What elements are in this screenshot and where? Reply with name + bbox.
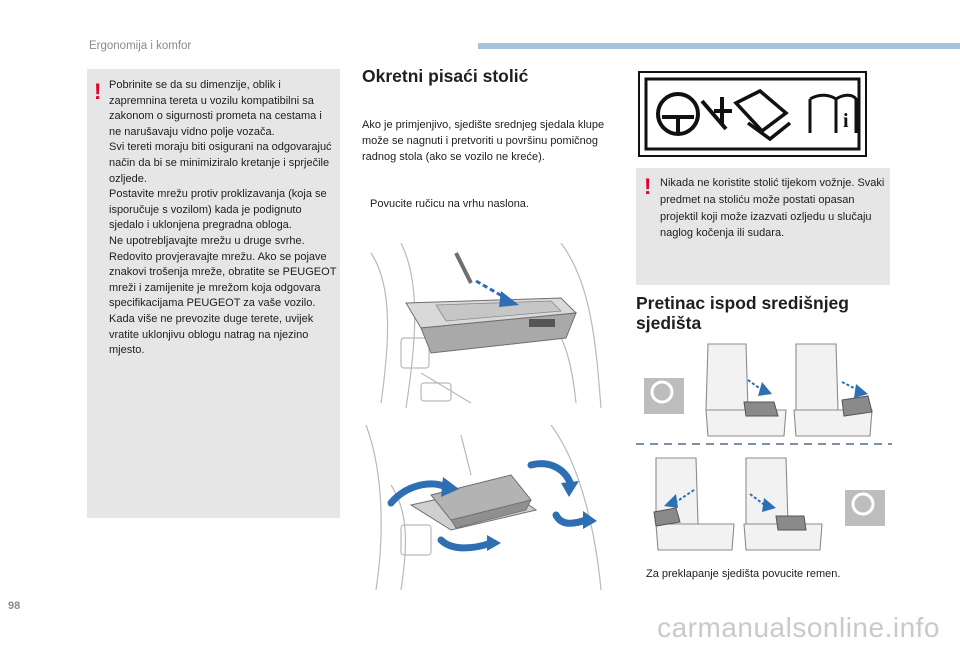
warning-box-right — [636, 168, 890, 285]
seat-storage-drawing — [636, 340, 892, 558]
section-title-table: Okretni pisaći stolić — [362, 66, 529, 86]
warning-paragraph: Svi tereti moraju biti osigurani na odgovarajuć način da bi se minimiziralo kretanje i sprječile ozljede. — [109, 141, 332, 185]
table-bullet — [362, 194, 624, 212]
warning-pictogram — [638, 71, 867, 157]
seat-storage-illustration — [636, 340, 892, 558]
manual-book-icon — [810, 95, 856, 133]
warning-paragraph: Kada više ne prevozite duge terete, uvijek vratite uklonjivu oblogu natrag na njezino mjesto. — [109, 312, 314, 357]
warning-paragraph: Redovito provjeravajte mrežu. Ako se pojave znakovi trošenja mreže, obratite se PEUGEOT mreži i zamijenite je mrežom koja odgovara specifikacijama PEUGEOT za vaše vozilo. — [109, 250, 337, 310]
warning-paragraph: Postavite mrežu protiv proklizavanja (koja se isporučuje s vozilom) kada je podignuto sjedalo i uklonjena pregradna obloga. — [109, 188, 327, 232]
table-lever-illustration — [361, 243, 616, 408]
no-driving-table-pictogram — [640, 73, 865, 155]
section-title-line: sjedišta — [636, 313, 702, 333]
header-accent-bar — [478, 43, 960, 49]
seat-table-icon — [736, 91, 786, 131]
warning-text-left — [109, 78, 337, 359]
svg-text:i: i — [843, 110, 849, 132]
watermark: carmanualsonline.info — [657, 612, 940, 643]
section-title-line: Pretinac ispod središnjeg — [636, 293, 849, 313]
warning-mark: ! — [644, 174, 652, 199]
page-number: 98 — [8, 600, 21, 612]
warning-paragraph: Pobrinite se da su dimenzije, oblik i zapremnina tereta u vozilu kompatibilni sa zakonom o sigurnosti prometa na cestama i ne narušavaju vidno polje vozača. — [109, 79, 322, 138]
table-bullet-text: Povucite ručicu na vrhu naslona. — [370, 198, 529, 210]
storage-bullet — [638, 564, 892, 582]
table-lever-drawing — [361, 243, 616, 408]
warning-text-right: Nikada ne koristite stolić tijekom vožnje. Svaki predmet na stoliću može postati opasan projektil koji može izazvati ozljedu u slučaju naglog kočenja ili sudara. — [660, 177, 885, 240]
running-header: Ergonomija i komfor — [89, 40, 192, 52]
warning-mark: ! — [94, 79, 102, 104]
table-intro-text: Ako je primjenjivo, sjedište srednjeg sjedala klupe može se nagnuti i pretvoriti u površinu pomičnog radnog stola (ako se vozilo ne kreće). — [362, 119, 605, 164]
storage-bullet-text: Za preklapanje sjedišta povucite remen. — [646, 568, 841, 580]
table-rotate-illustration — [361, 425, 616, 590]
table-rotate-drawing — [361, 425, 616, 590]
warning-paragraph: Ne upotrebljavajte mrežu u druge svrhe. — [109, 234, 305, 247]
section-title-storage — [636, 293, 849, 333]
warning-box-left — [87, 69, 340, 518]
